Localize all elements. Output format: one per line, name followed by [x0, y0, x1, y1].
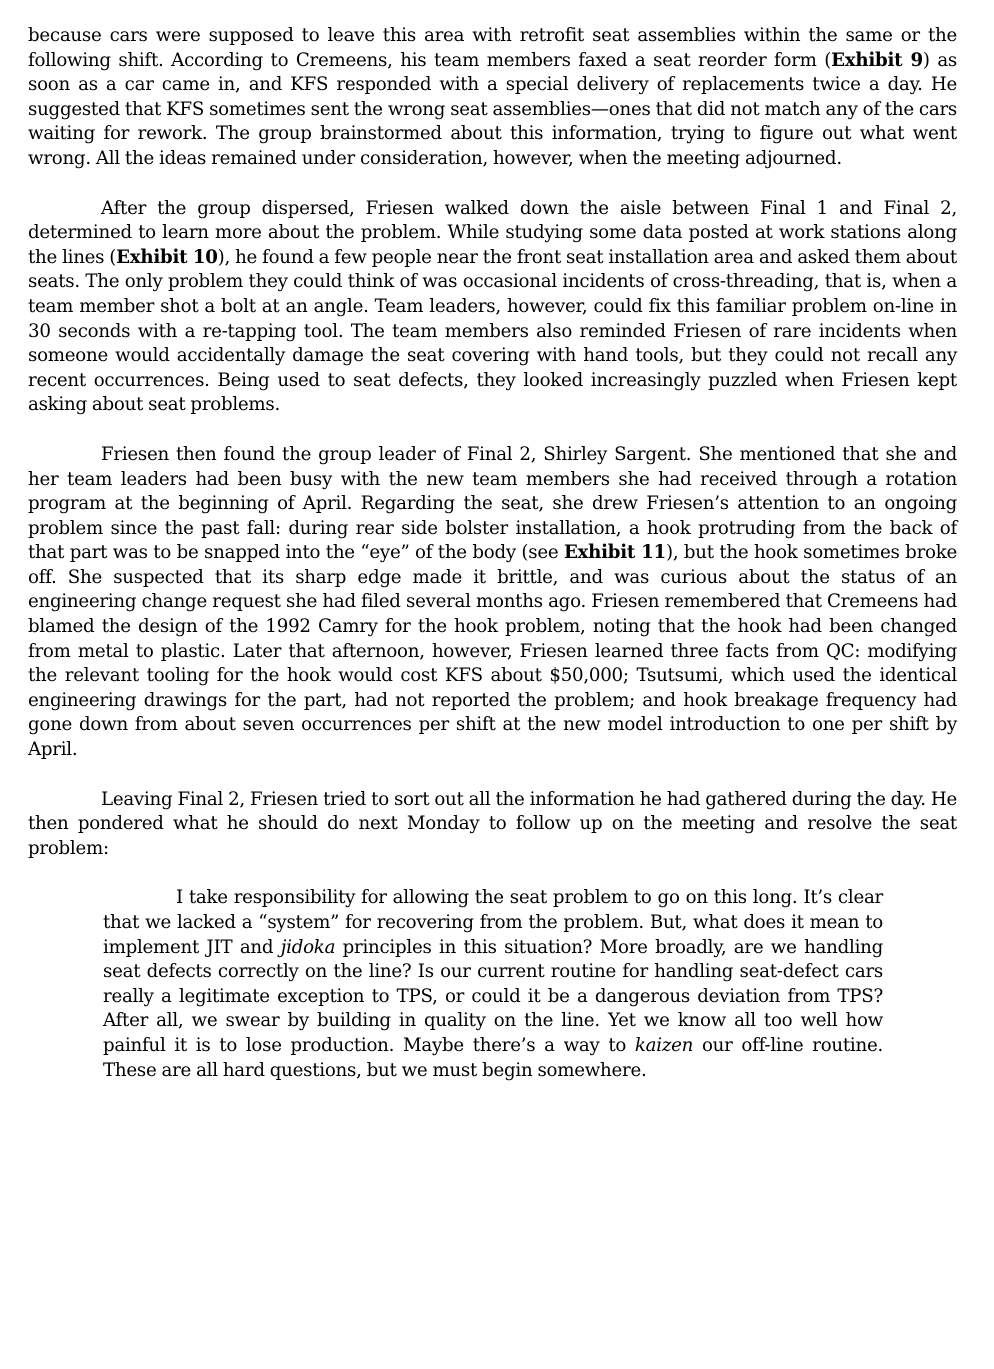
- text-run: Leaving Final 2, Friesen tried to sort out all the information he had gathered during the day. He then pondered what he should do next Monday to follow up on the meeting and resolve the seat problem:: [28, 788, 957, 859]
- text-run: ), he found a few people near the front seat installation area and asked them about seats. The only problem they could think of was occasional incidents of cross-threading, that is, when a team member shot a bolt at an angle. Team leaders, however, could fix this familiar problem on-line in 30 seconds with a re-tapping tool. The team members also reminded Friesen of rare incidents when someone would accidentally damage the seat covering with hand tools, but they could not recall any recent occurrences. Being used to seat defects, they looked increasingly puzzled when Friesen kept asking about seat problems.: [28, 246, 957, 416]
- paragraph-shirley-sargent: [28, 443, 957, 763]
- text-run: principles in this situation? More broadly, are we handling seat defects correctly on the line? Is our current routine for handling seat-defect cars really a legitimate exception to TPS, or could it be a dangerous deviation from TPS? After all, we swear by building in quality on the line. Yet we know all too well how painful it is to lose production. Maybe there’s a way to: [103, 936, 884, 1056]
- paragraph-seat-reorder: [28, 24, 957, 172]
- text-run: ) as soon as a car came in, and KFS responded with a special delivery of replacements twice a day. He suggested that KFS sometimes sent the wrong seat assemblies—ones that did not match any of the cars waiting for rework. The group brainstormed about this information, trying to figure out what went wrong. All the ideas remained under consideration, however, when the meeting adjourned.: [28, 49, 958, 169]
- jidoka-term: jidoka: [280, 936, 336, 958]
- kaizen-term: kaizen: [634, 1034, 694, 1056]
- text-run: After the group dispersed, Friesen walked down the aisle between Final 1 and Final 2, determined to learn more about the problem. While studying some data posted at work stations along the lines (: [28, 197, 957, 268]
- exhibit-11-reference: Exhibit 11: [563, 542, 666, 564]
- text-run: I take responsibility for allowing the seat problem to go on this long. It’s clear that we lacked a “system” for recovering from the problem. But, what does it mean to implement JIT and: [103, 887, 883, 958]
- paragraph-friesen-walk: [28, 197, 957, 418]
- text-run: ), but the hook sometimes broke off. She suspected that its sharp edge made it brittle, and was curious about the status of an engineering change request she had filed several months ago. Friesen remembered that Cremeens had blamed the design of the 1992 Camry for the hook problem, noting that the hook had been changed from metal to plastic. Later that afternoon, however, Friesen learned three facts from QC: modifying the relevant tooling for the hook would cost KFS about $50,000; Tsutsumi, which used the identical engineering drawings for the part, had not reported the problem; and hook breakage frequency had gone down from about seven occurrences per shift at the new model introduction to one per shift by April.: [28, 542, 958, 761]
- document-page: [28, 24, 957, 1083]
- text-run: our off-line routine. These are all hard questions, but we must begin somewhere.: [103, 1034, 883, 1081]
- paragraph-leaving-final-2: [28, 788, 957, 862]
- block-quote: [103, 886, 883, 1083]
- exhibit-10-reference: Exhibit 10: [116, 246, 218, 268]
- text-run: because cars were supposed to leave this area with retrofit seat assemblies within the same or the following shift. According to Cremeens, his team members faxed a seat reorder form (: [28, 25, 957, 71]
- text-run: Friesen then found the group leader of Final 2, Shirley Sargent. She mentioned that she and her team leaders had been busy with the new team members she had received through a rotation program at the beginning of April. Regarding the seat, she drew Friesen’s attention to an ongoing problem since the past fall: during rear side bolster installation, a hook protruding from the back of that part was to be snapped into the “eye” of the body (see: [28, 443, 957, 564]
- exhibit-9-reference: Exhibit 9: [831, 49, 923, 71]
